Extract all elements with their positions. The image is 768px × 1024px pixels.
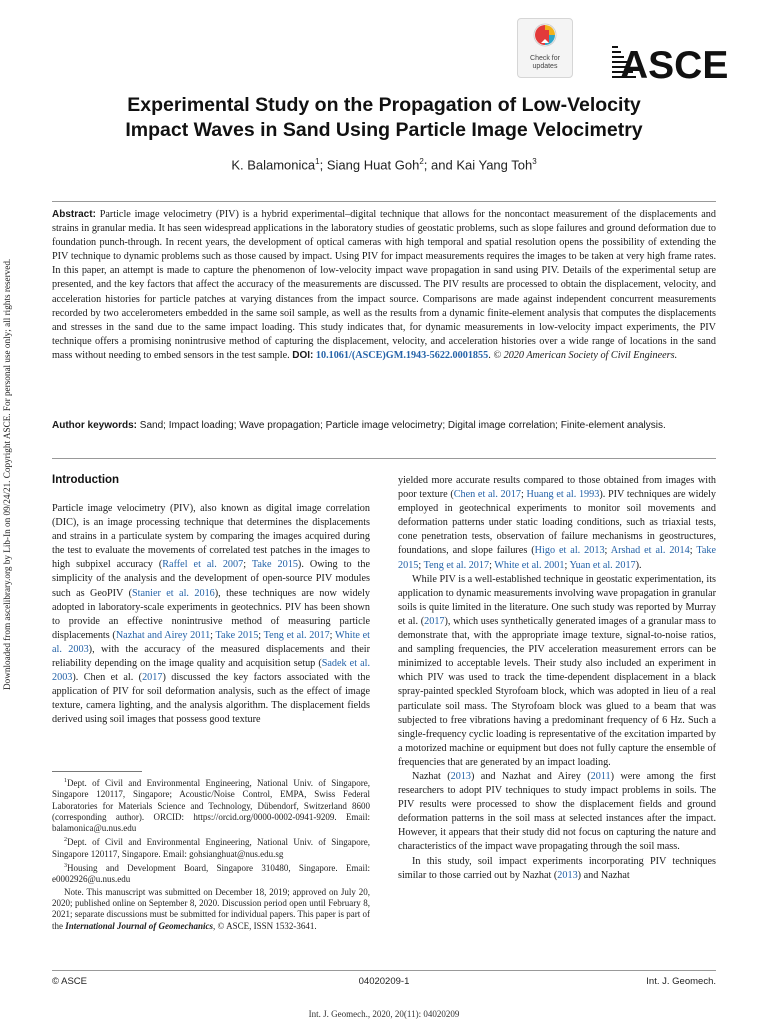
- right-column: [398, 474, 716, 883]
- asce-logo: [612, 44, 729, 87]
- citation-link[interactable]: Teng et al. 2017: [423, 559, 490, 571]
- paragraph-text: ), with the accuracy of the measured displacements and their reliability depending on the image quality and acquisition setup (: [52, 643, 370, 670]
- paragraph-text: ;: [489, 559, 495, 571]
- paragraph-text: ;: [329, 629, 336, 641]
- intro-paragraph-1: [52, 502, 370, 728]
- badge-label: Check for updates: [530, 55, 560, 70]
- paragraph-text: ) discussed the key factors associated with the application of PIV for soil deformation analysis, such as the effect of image texture, camera lighting, and the analysis algorithm. The displacement fields derived using soil images that possess good texture: [52, 672, 370, 726]
- paragraph-text: ;: [210, 629, 216, 641]
- citation-link[interactable]: Huang et al. 1993: [526, 489, 600, 501]
- paragraph-text: ;: [604, 545, 611, 557]
- intro-paragraph-4: [398, 770, 716, 855]
- update-ribbon-icon: [532, 23, 558, 53]
- paper-title: Experimental Study on the Propagation of Low-Velocity Impact Waves in Sand Using Particle Image Velocimetry: [125, 94, 643, 141]
- paragraph-text: Particle image velocimetry (PIV), also known as digital image correlation (DIC), is an image processing technique that determines the displacements and strains in a particulate system by comparing the images acquired during the test to evaluate the movements of correlated test patches in the images to high subpixel accuracy (: [52, 503, 370, 571]
- download-notice-sidebar: [2, 258, 16, 690]
- paragraph-text: ) and Nazhat and Airey (: [471, 770, 591, 782]
- doi-link[interactable]: 10.1061/(ASCE)GM.1943-5622.0001855: [315, 349, 489, 361]
- paragraph-text: ;: [520, 489, 527, 501]
- citation-link[interactable]: Raffel et al. 2007: [162, 559, 244, 571]
- paragraph-text: ), which uses synthetically generated images of a granular mass to demonstrate that, with the appropriate image texture, signal-to-noise ratios, and sampling frequencies, the PIV acceleration measurement errors can be minimized to acceptable levels. Their study also included an experiment in which PIV was used to track the time-dependent displacement in a black spray-painted speckled Styrofoam block, which was adopted in lieu of a real particulate soil mass. The Styrofoam block was glued to a beam that was subjected to free vibrations having a predominant frequency of 6 Hz. Such a single-frequency cyclic loading is representative of the excitation imparted by a motorized machine or equipment but does not fully capture the ensemble of frequencies that are generated by an impact loading.: [398, 615, 716, 768]
- footnote-3: $^3$Housing and Development Board, Singapore 310480, Singapore. Email: e0002926@u.nus.edu: [52, 863, 370, 885]
- svg-text:ASCE: ASCE: [620, 44, 729, 87]
- journal-abbrev: Int. J. Geomech.: [646, 976, 716, 987]
- page-footer: [52, 976, 716, 990]
- citation-link[interactable]: 2017: [142, 672, 163, 684]
- author-keywords: Author keywords: Sand; Impact loading; Wave propagation; Particle image velocimetry; Digital image correlation; Finite-element analysis.: [52, 420, 666, 431]
- intro-paragraph-5: [398, 855, 716, 883]
- footnote-2: $^2$Dept. of Civil and Environmental Engineering, National Univ. of Singapore, Singapore 120117, Singapore. Email: gohsianghuat@nus.edu.sg: [52, 837, 370, 859]
- citation-link[interactable]: Take 2015: [215, 629, 259, 641]
- paragraph-text: ). PIV techniques are widely employed in geotechnical experiments to monitor soil movements and deformation patterns under static loading conditions, such as triaxial tests, cone penetration tests, observation of failure mechanisms in geostructures, foundations, and slope failures (: [398, 489, 716, 557]
- author-list: K. Balamonica$^1$; Siang Huat Goh$^2$; and Kai Yang Toh$^3$: [231, 157, 537, 173]
- citation-link[interactable]: White et al. 2001: [494, 559, 565, 571]
- paragraph-text: ;: [243, 559, 252, 571]
- citation-link[interactable]: Teng et al. 2017: [263, 629, 330, 641]
- author-1: K. Balamonica: [231, 157, 316, 173]
- abstract-text: Particle image velocimetry (PIV) is a hybrid experimental–digital technique that allows for the noncontact measurement of the displacements and strains in granular media. It has seen widespread applications in the laboratory studies of geostatic problems, such as slope failures and ground deformation due to foundation punch-through. In recent years, the development of optical cameras with high temporal and spatial resolution opens the possibility of extending the PIV technique to dynamic problems such as those caused by impact. Using PIV for impact measurements requires the images to be taken at very high frame rates. In this paper, an attempt is made to capture the phenomenon of low-velocity impact wave propagation in sand using PIV. Details of the experimental setup are presented, and the key factors that affect the accuracy of the measurements are discussed. The PIV results are processed to obtain the displacement, velocity, and acceleration histories for particle patches at varying distances from the impact source. Comparisons are made against independent concurrent measurements recorded by two accelerometers embedded in the same soil sample, as well as the results from a dynamic finite-element analysis that computes the displacements and stresses in the sand due to the same impact loading. This study indicates that, for dynamic measurements in low-velocity impact experiments, the PIV technique offers a promising nonintrusive method of capturing the displacement, velocity, and acceleration histories over a wide range of locations in the sand mass without needing to embed sensors in the test sample.: [52, 209, 716, 361]
- submission-note: Note. This manuscript was submitted on December 18, 2019; approved on July 20, 2020; published online on September 8, 2020. Discussion period open until February 8, 2021; separate discussions must be submitted for individual papers. This paper is part of the International Journal of Geomechanics, © ASCE, ISSN 1532-3641.: [52, 886, 370, 931]
- citation-link[interactable]: 2011: [590, 770, 611, 782]
- paragraph-text: In this study, soil impact experiments incorporating PIV techniques similar to those carried out by Nazhat (: [398, 855, 716, 881]
- abstract-label: Abstract:: [52, 209, 96, 220]
- footer-copyright: © ASCE: [52, 976, 87, 987]
- paragraph-text: Nazhat (: [412, 770, 451, 782]
- check-for-updates-badge[interactable]: [517, 18, 573, 78]
- paragraph-text: ) were among the first researchers to adopt PIV techniques to study impact problems in soils. The PIV results were processed to show the displacement fields and ground deformation patterns in the soil mass at selected instances after the impact. However, it appears that their study did not focus on capturing the nature and characteristics of the impact wave propagating through the soil mass.: [398, 770, 716, 853]
- section-heading-introduction: Introduction: [52, 474, 120, 486]
- paragraph-text: ;: [564, 559, 570, 571]
- citation-link[interactable]: Yuan et al. 2017: [569, 559, 636, 571]
- footnote-divider: [52, 771, 142, 772]
- paragraph-text: ), these techniques are now widely adopted in laboratory-scale experiments in geotechnics. PIV has been shown to provide an effective nonintrusive method of measuring particle displacements (: [52, 587, 370, 641]
- left-column: [52, 502, 370, 728]
- paragraph-text: ;: [258, 629, 264, 641]
- paragraph-text: yielded more accurate results compared to those obtained from images with poor texture (: [398, 475, 716, 501]
- page-number: 04020209-1: [358, 976, 410, 987]
- paragraph-text: ) and Nazhat: [577, 869, 630, 881]
- abstract-divider: [52, 458, 716, 459]
- citation-link[interactable]: Arshad et al. 2014: [610, 545, 690, 557]
- footer-divider: [52, 970, 716, 971]
- header-divider: [52, 201, 716, 202]
- download-notice: Downloaded from ascelibrary.org by Lib-In on 09/24/21. Copyright ASCE. For personal use only; all rights reserved.: [2, 258, 12, 690]
- citation-link[interactable]: Take 2015: [398, 545, 716, 571]
- author-2: Siang Huat Goh: [326, 157, 420, 173]
- paragraph-text: ;: [418, 559, 424, 571]
- citation-link[interactable]: White et al. 2003: [52, 629, 371, 655]
- citation-link[interactable]: Stanier et al. 2016: [132, 587, 215, 599]
- copyright: © 2020 American Society of Civil Engineers.: [493, 349, 678, 361]
- citation-link[interactable]: Nazhat and Airey 2011: [115, 629, 211, 641]
- citation-link[interactable]: Chen et al. 2017: [453, 489, 521, 501]
- paragraph-text: ).: [635, 559, 642, 571]
- citation-link[interactable]: 2013: [557, 869, 578, 881]
- citation-link[interactable]: 2017: [424, 615, 445, 627]
- paragraph-text: ). Owing to the simplicity of the analysis and the development of open-source PIV modules such as GeoPIV (: [52, 559, 371, 599]
- citation-link[interactable]: Take 2015: [251, 559, 298, 571]
- citation-link[interactable]: Higo et al. 2013: [534, 545, 605, 557]
- footnotes: [52, 776, 370, 933]
- paragraph-text: While PIV is a well-established technique in geostatic experimentation, its application to dynamic measurements involving wave propagation in granular soils is quite limited in the literature. One such study was reported by Murray et al. (: [398, 573, 716, 627]
- abstract: Abstract: Particle image velocimetry (PIV) is a hybrid experimental–digital technique that allows for the noncontact measurement of the displacements and strains in granular media. It has seen widespread applications in the laboratory studies of geostatic problems, such as slope failures and ground deformation due to foundation punch-through. In recent years, the development of optical cameras with high temporal and spatial resolution opens the possibility of extending the PIV technique to dynamic problems such as those caused by impact. Using PIV for impact measurements requires the images to be taken at very high frame rates. In this paper, an attempt is made to capture the phenomenon of low-velocity impact wave propagation in sand using PIV. Details of the experimental setup are presented, and the key factors that affect the accuracy of the measurements are discussed. The PIV results are processed to obtain the displacement, velocity, and acceleration histories for particle patches at varying distances from the impact source. Comparisons are made against independent concurrent measurements recorded by two accelerometers embedded in the same soil sample, as well as the results from a dynamic finite-element analysis that computes the displacements and stresses in the sand due to the same impact loading. This study indicates that, for dynamic measurements in low-velocity impact experiments, the PIV technique offers a promising nonintrusive method of capturing the displacement, velocity, and acceleration histories over a wide range of locations in the sand mass without needing to embed sensors in the test sample. DOI: 10.1061/(ASCE)GM.1943-5622.0001855. © 2020 American Society of Civil Engineers.: [52, 209, 716, 361]
- citation-link[interactable]: Sadek et al. 2003: [52, 658, 370, 684]
- intro-paragraph-2: [398, 474, 716, 573]
- paragraph-text: ;: [689, 545, 697, 557]
- intro-paragraph-3: [398, 573, 716, 770]
- doi-label: DOI:: [292, 349, 314, 361]
- citation-line: Int. J. Geomech., 2020, 20(11): 04020209: [308, 1009, 460, 1019]
- author-3: Kai Yang Toh: [456, 157, 533, 173]
- footnote-1: $^1$Dept. of Civil and Environmental Engineering, National Univ. of Singapore, Singapore 120117, Singapore; Acoustic/Noise Control, EMPA, Swiss Federal Laboratories for Materials Science and Technology, Dübendorf, Switzerland 8600 (corresponding author). ORCID: https://orcid.org/0000-0002-0941-9209. Email: balamonica@u.nus.edu: [52, 778, 370, 834]
- citation-link[interactable]: 2013: [450, 770, 472, 782]
- paragraph-text: ). Chen et al. (: [72, 672, 143, 684]
